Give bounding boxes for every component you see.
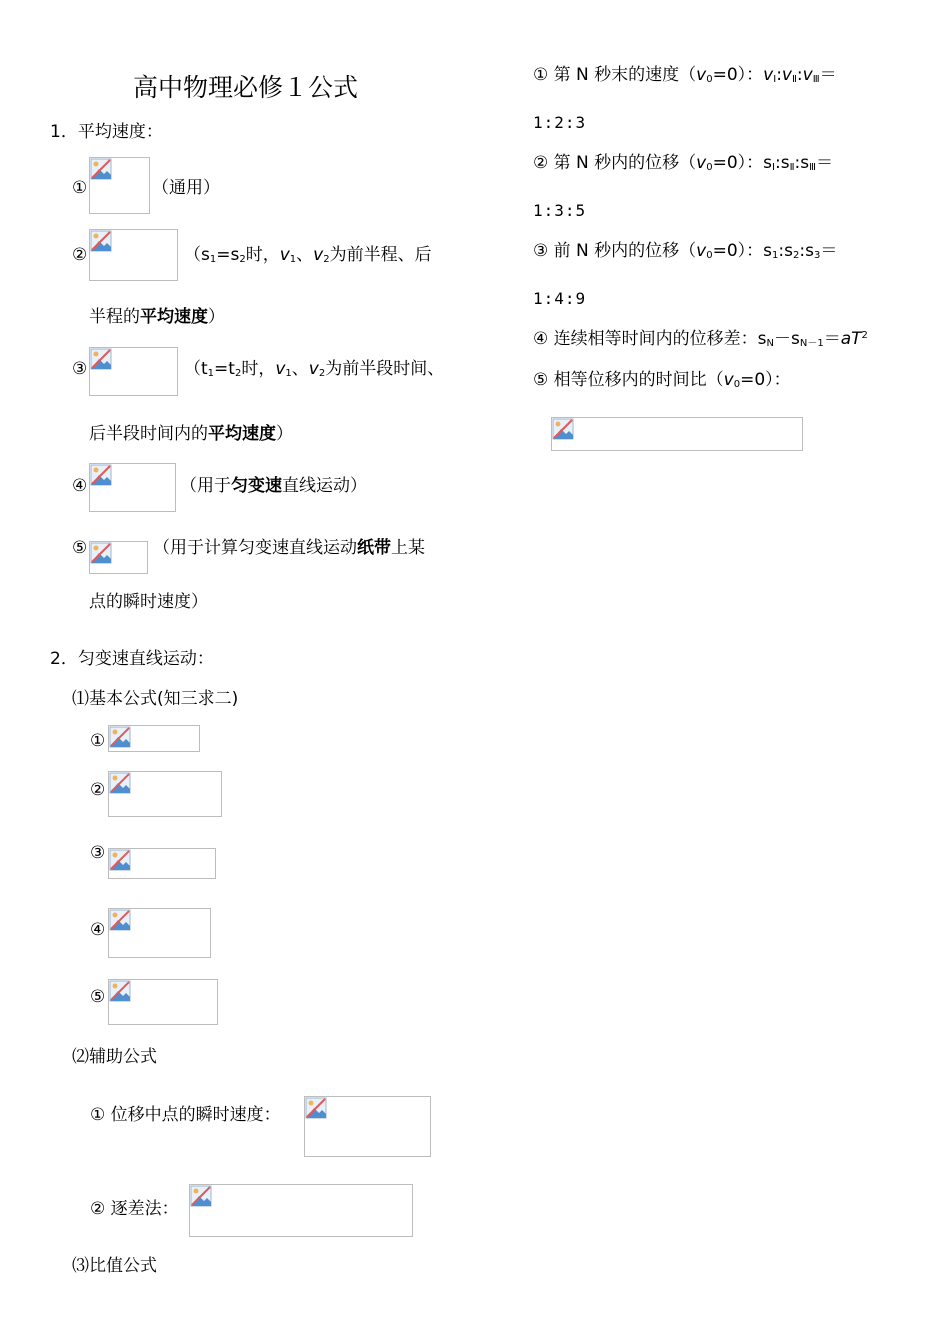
aux-1-label: ① 位移中点的瞬时速度： [90,1105,281,1125]
broken-image-icon [109,909,131,931]
formula-image-basic-5 [108,979,218,1025]
page-title: 高中物理必修１公式 [133,73,359,102]
ratio-3-text: ③ 前 N 秒内的位移$(v_0=0)$：$s_1:s_2:s_3=$ [533,241,838,261]
item-2-note: （$s_1=s_2$时，$v_1$、$v_2$为前半程、后 [184,245,432,265]
broken-image-icon [109,980,131,1002]
item-1-number: ① [72,178,88,198]
basic-formula-4-number: ④ [90,920,106,940]
ratio-4-text: ④ 连续相等时间内的位移差：$s_N-s_{N-1}=aT^2$ [533,329,868,349]
item-2-number: ② [72,245,88,265]
basic-formula-2-number: ② [90,780,106,800]
formula-image-basic-2 [108,771,222,817]
formula-image-successive-difference [189,1184,413,1237]
section-2-heading: 2．匀变速直线运动： [50,649,214,669]
basic-formula-5-number: ⑤ [90,987,106,1007]
ratio-3-value: 1:4:9 [533,289,587,308]
basic-formulas-heading: ⑴基本公式(知三求二) [72,689,239,709]
item-4-number: ④ [72,476,88,496]
item-5-number: ⑤ [72,538,88,558]
formula-image-basic-3 [108,848,216,879]
formula-image-basic-4 [108,908,211,958]
broken-image-icon [90,542,112,564]
formula-image-basic-1 [108,725,200,752]
ratio-1-text: ① 第 N 秒末的速度$(v_0=0)$：$v_Ⅰ:v_Ⅱ:v_Ⅲ=$ [533,65,837,85]
broken-image-icon [90,348,112,370]
auxiliary-formulas-heading: ⑵辅助公式 [72,1047,157,1067]
formula-image-avg-velocity-uniform-accel [89,463,176,512]
basic-formula-3-number: ③ [90,843,106,863]
ratio-formulas-heading: ⑶比值公式 [72,1256,157,1276]
broken-image-icon [90,158,112,180]
broken-image-icon [109,726,131,748]
broken-image-icon [190,1185,212,1207]
item-5-note: （用于计算匀变速直线运动纸带上某 [153,538,425,558]
ratio-2-value: 1:3:5 [533,201,587,220]
ratio-5-text: ⑤ 相等位移内的时间比$(v_0=0)$： [533,370,791,390]
item-3-note-line2: 后半段时间内的平均速度） [89,424,293,444]
formula-image-instantaneous-velocity-tape [89,541,148,574]
broken-image-icon [90,464,112,486]
formula-image-avg-velocity-half-distance [89,229,178,281]
formula-image-equal-displacement-time-ratio [551,417,803,451]
ratio-1-value: 1:2:3 [533,113,587,132]
aux-2-label: ② 逐差法： [90,1199,179,1219]
formula-image-avg-velocity-half-time [89,347,178,396]
basic-formula-1-number: ① [90,731,106,751]
ratio-2-text: ② 第 N 秒内的位移$(v_0=0)$：$s_Ⅰ:s_Ⅱ:s_Ⅲ=$ [533,153,833,173]
formula-image-avg-velocity-general [89,157,150,214]
item-3-number: ③ [72,359,88,379]
broken-image-icon [552,418,574,440]
item-5-note-line2: 点的瞬时速度） [89,592,208,612]
broken-image-icon [109,772,131,794]
item-3-note: （$t_1=t_2$时，$v_1$、$v_2$为前半段时间、 [184,359,445,379]
item-4-note: （用于匀变速直线运动） [180,476,367,496]
section-1-heading: 1．平均速度： [50,122,163,142]
item-2-note-line2: 半程的平均速度） [89,307,225,327]
broken-image-icon [90,230,112,252]
formula-image-midpoint-velocity [304,1096,431,1157]
broken-image-icon [109,849,131,871]
item-1-note: （通用） [152,178,220,198]
broken-image-icon [305,1097,327,1119]
